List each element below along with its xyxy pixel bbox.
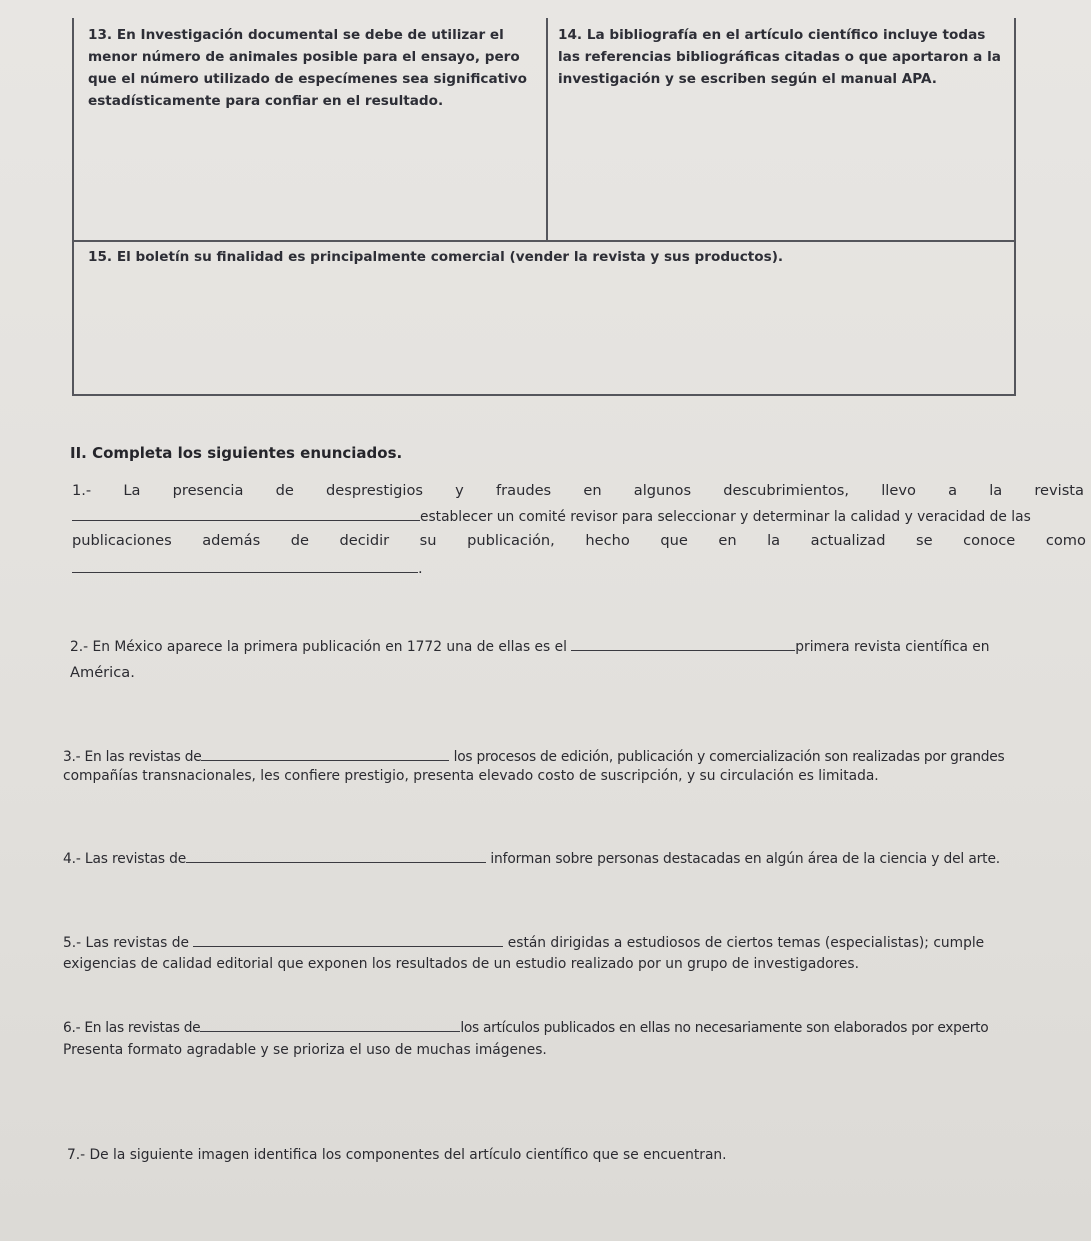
item-3-answer-blank[interactable] (201, 746, 449, 761)
item-1-line-3-word: actualizad (810, 532, 886, 549)
item-1-answer-blank-a[interactable] (72, 506, 420, 521)
item-1-line-2-text: establecer un comité revisor para seleccionar y determinar la calidad y veracidad de las (420, 509, 1031, 525)
item-4-before: 4.- Las revistas de (63, 851, 187, 867)
item-1-line-4-end: . (418, 560, 423, 577)
statement-14: 14. La bibliografía en el artículo científico incluye todas las referencias bibliográficas citadas o que aportaron a la investigación y se escriben según el manual APA. (558, 27, 1001, 87)
item-1-line-1-word: La (123, 482, 141, 499)
item-3-after: los procesos de edición, publicación y comercialización son realizadas por grandes (453, 749, 1005, 765)
item-6-before: 6.- En las revistas de (63, 1020, 201, 1036)
item-1-line-1-word: en (583, 482, 602, 499)
item-1-line-1-word: algunos (633, 482, 692, 499)
item-1-line-3-word: se (916, 532, 933, 549)
item-7-line: 7.- De la siguiente imagen identifica los componentes del artículo científico que se encuentran. (67, 1147, 727, 1163)
item-2-answer-blank[interactable] (571, 636, 795, 651)
item-6-line-1 (63, 1017, 988, 1036)
item-1-line-1-word: presencia (172, 482, 244, 499)
section-title: II. Completa los siguientes enunciados. (70, 444, 403, 462)
item-6-after: los artículos publicados en ellas no necesariamente son elaborados por experto (460, 1020, 989, 1036)
item-3-before: 3.- En las revistas de (63, 749, 202, 765)
statements-table (72, 18, 1016, 396)
item-1-line-1-word: y (455, 482, 464, 499)
item-6-answer-blank[interactable] (200, 1017, 460, 1032)
item-2-line-1 (70, 636, 990, 655)
item-4-after: informan sobre personas destacadas en algún área de la ciencia y del arte. (490, 851, 1001, 867)
item-5-line-2: exigencias de calidad editorial que exponen los resultados de un estudio realizado por un grupo de investigadores. (63, 956, 859, 972)
item-1-line-2 (72, 506, 1031, 525)
item-1-line-1-word: revista (1034, 482, 1084, 499)
item-2-line-2: América. (70, 664, 135, 681)
item-3-line-1 (63, 746, 1005, 765)
item-1-line-1-word: a (948, 482, 958, 499)
item-1-line-3-word: hecho (585, 532, 630, 549)
item-1-line-3-word: además (202, 532, 261, 549)
item-4-line-1 (63, 848, 1000, 867)
item-1-line-3-word: su (419, 532, 437, 549)
item-2-before: 2.- En México aparece la primera publicación en 1772 una de ellas es el (70, 639, 567, 655)
item-5-line-1 (63, 932, 984, 951)
item-1-line-1-word: fraudes (495, 482, 552, 499)
statement-13: 13. En Investigación documental se debe de utilizar el menor número de animales posible para el ensayo, pero que el número utilizado de especímenes sea significativo estadísticamente para confiar en el resultado. (88, 27, 527, 109)
table-divider-horizontal (74, 240, 1014, 242)
item-1-line-1-word: 1.- (72, 482, 92, 499)
item-2-after: primera revista científica en (795, 639, 990, 655)
item-1-line-3-word: decidir (339, 532, 390, 549)
item-5-after: están dirigidas a estudiosos de ciertos temas (especialistas); cumple (507, 935, 985, 951)
item-1-line-1-word: llevo (881, 482, 916, 499)
item-1-line-4 (72, 558, 423, 577)
item-6-line-2: Presenta formato agradable y se prioriza el uso de muchas imágenes. (63, 1042, 547, 1058)
item-1-line-1-word: desprestigios (326, 482, 423, 499)
item-1-line-3-word: conoce (963, 532, 1016, 549)
table-divider-vertical (546, 18, 548, 240)
item-1-line-3-word: que (660, 532, 688, 549)
item-4-answer-blank[interactable] (186, 848, 486, 863)
item-1-line-3-word: como (1045, 532, 1086, 549)
item-1-line-3 (72, 532, 1086, 549)
item-1-line-3-word: publicación, (467, 532, 555, 549)
item-1-line-1-word: de (275, 482, 294, 499)
item-5-before: 5.- Las revistas de (63, 935, 189, 951)
item-5-answer-blank[interactable] (193, 932, 503, 947)
item-3-line-2: compañías transnacionales, les confiere prestigio, presenta elevado costo de suscripción, y su circulación es limitada. (63, 768, 879, 784)
item-1-line-3-word: en (718, 532, 737, 549)
item-1-line-3-word: publicaciones (72, 532, 172, 549)
statement-15: 15. El boletín su finalidad es principalmente comercial (vender la revista y sus productos). (88, 249, 784, 265)
item-1-line-1-word: la (989, 482, 1003, 499)
item-1-line-1 (72, 482, 1084, 499)
item-1-line-3-word: de (290, 532, 309, 549)
item-1-answer-blank-b[interactable] (72, 558, 418, 573)
item-1-line-3-word: la (767, 532, 781, 549)
item-1-line-1-word: descubrimientos, (723, 482, 850, 499)
